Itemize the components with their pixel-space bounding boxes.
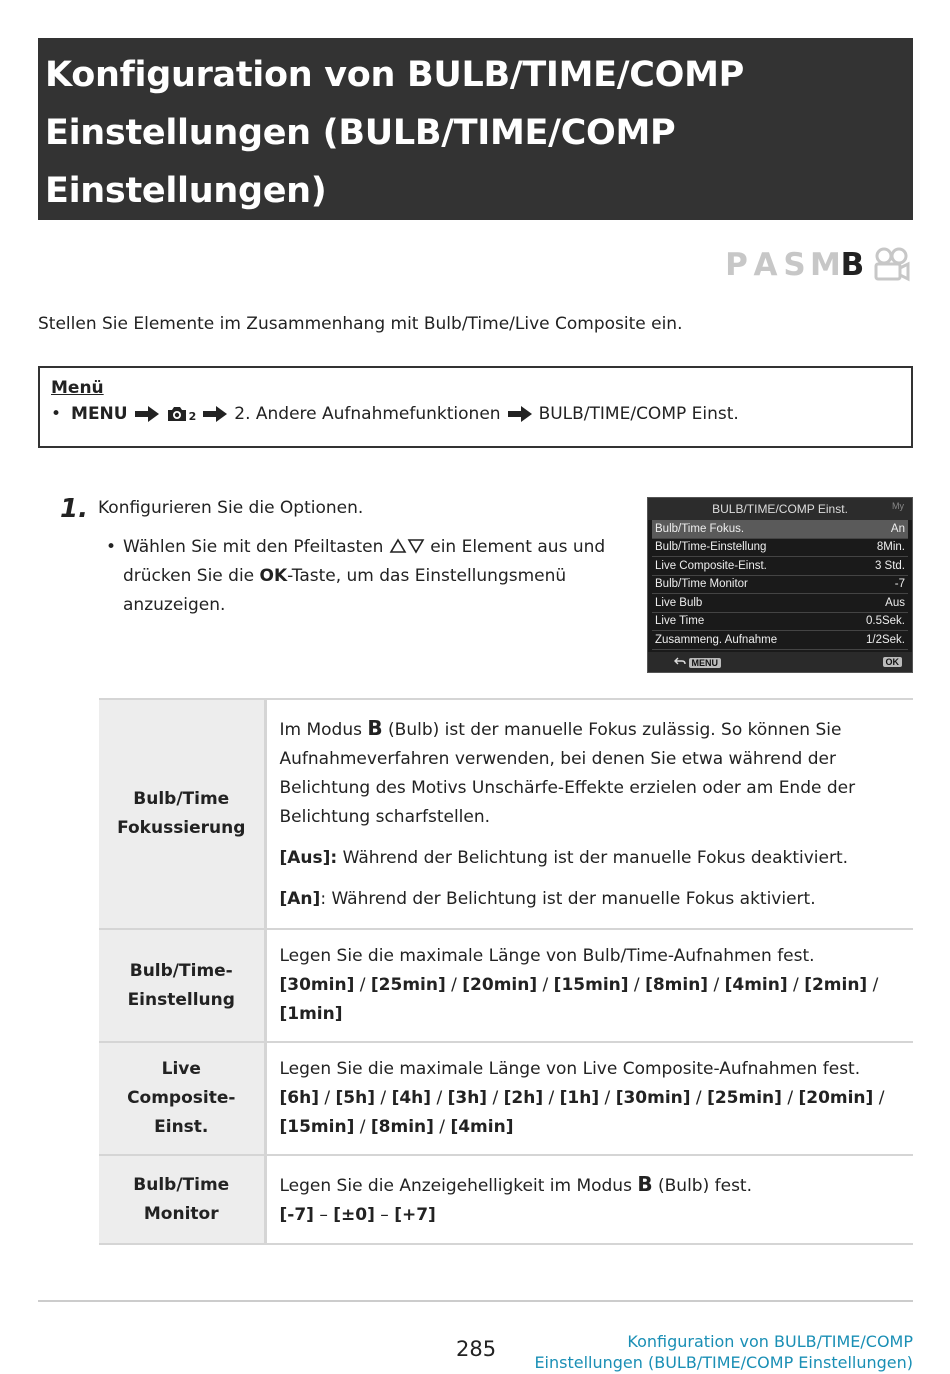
screen-row-value: -7	[894, 578, 905, 591]
screen-row-label: Bulb/Time-Einstellung	[655, 541, 767, 554]
right-arrow-icon	[134, 405, 160, 423]
option-value: [6h]	[279, 1088, 319, 1108]
screen-row[interactable]	[652, 520, 908, 539]
option-text: Während der Belichtung ist der manuelle Fokus deaktiviert.	[342, 848, 849, 868]
menu-key: MENU	[71, 404, 128, 424]
option-text: : Während der Belichtung ist der manuelle Fokus aktiviert.	[320, 889, 816, 909]
option-value: [15min]	[279, 1117, 355, 1137]
option-name	[99, 1042, 265, 1155]
option-name: Bulb/Time Fokussierung	[99, 699, 265, 929]
option-value: [3h]	[447, 1088, 488, 1108]
camera-menu-screen	[647, 497, 913, 673]
screen-title	[648, 498, 912, 520]
option-value: [2h]	[503, 1088, 544, 1108]
ok-key: OK	[259, 566, 288, 586]
title-line-3: Einstellungen)	[45, 171, 327, 211]
option-value: [4min]	[724, 975, 788, 995]
table-row	[99, 699, 913, 929]
option-description	[265, 699, 913, 929]
screen-row-value: 1/2Sek.	[866, 633, 905, 646]
option-value: [15min]	[553, 975, 629, 995]
range-dash: –	[380, 1204, 389, 1225]
menu-target: BULB/TIME/COMP Einst.	[538, 404, 739, 424]
step-number: 1.	[60, 494, 88, 524]
option-text: Legen Sie die Anzeigehelligkeit im Modus	[279, 1175, 632, 1196]
down-arrow-key-icon	[407, 538, 425, 554]
screen-row-label: Live Bulb	[655, 596, 703, 609]
options-table	[99, 698, 913, 1245]
option-description	[265, 1042, 913, 1155]
menu-heading: Menü	[51, 378, 104, 398]
table-row	[99, 929, 913, 1042]
step-bullet-text-a: Wählen Sie mit den Pfeiltasten	[123, 537, 384, 557]
bullet: •	[51, 404, 62, 424]
step-bullet	[106, 533, 616, 620]
option-value: [5h]	[335, 1088, 376, 1108]
intro-text: Stellen Sie Elemente im Zusammenhang mit Bulb/Time/Live Composite ein.	[38, 314, 683, 334]
option-description	[265, 1155, 913, 1244]
footer-title-line-2: Einstellungen (BULB/TIME/COMP Einstellungen)	[534, 1353, 913, 1372]
option-values: [6h] / [5h] / [4h] / [3h] / [2h] / [1h] / [30min] / [25min] / [20min] / [15min] / [8min] / [4min]	[279, 1088, 885, 1137]
screen-footer	[648, 652, 912, 672]
mode-b-symbol: B	[367, 716, 383, 740]
option-name-line: Einstellung	[127, 989, 235, 1010]
menu-path-box	[38, 366, 913, 448]
option-value: [8min]	[370, 1117, 434, 1137]
option-values: [30min] / [25min] / [20min] / [15min] / [8min] / [4min] / [2min] / [1min]	[279, 975, 879, 1024]
option-name-line: Live Composite-	[127, 1059, 236, 1108]
screen-row-label: Live Time	[655, 615, 705, 628]
option-value: [4min]	[450, 1117, 514, 1137]
option-text: Legen Sie die maximale Länge von Live Composite-Aufnahmen fest.	[279, 1059, 861, 1079]
screen-row-label: Zusammeng. Aufnahme	[655, 633, 778, 646]
screen-row[interactable]	[652, 594, 908, 613]
option-value: [25min]	[370, 975, 446, 995]
option-value: [-7]	[279, 1204, 314, 1225]
step-bullet-text-c: -Taste, um das Einstellungsmenü anzuzeigen.	[123, 566, 567, 615]
step-bullet-text-b: ein Element aus und drücken Sie die	[123, 537, 606, 586]
screen-row-label: Live Composite-Einst.	[655, 559, 767, 572]
screen-row-value: 8Min.	[876, 541, 905, 554]
screen-row[interactable]	[652, 576, 908, 595]
option-text: Im Modus	[279, 720, 362, 740]
menu-item: 2. Andere Aufnahmefunktionen	[234, 404, 501, 424]
screen-row-label: Bulb/Time Fokus.	[655, 522, 745, 535]
mode-b: B	[840, 247, 865, 283]
camera-tab	[166, 405, 197, 423]
option-description	[265, 929, 913, 1042]
back-arrow-icon	[674, 657, 686, 666]
option-value: [25min]	[707, 1088, 782, 1108]
mode-b-symbol: B	[637, 1171, 653, 1196]
screen-row[interactable]	[652, 557, 908, 576]
option-value: [2min]	[804, 975, 868, 995]
option-value: [4h]	[391, 1088, 432, 1108]
screen-title-text: BULB/TIME/COMP Einst.	[712, 502, 848, 516]
camera-tab-number: 2	[188, 410, 197, 423]
up-arrow-key-icon	[389, 538, 407, 554]
option-value-label: [An]	[279, 889, 321, 909]
screen-row[interactable]	[652, 613, 908, 632]
footer-divider	[38, 1300, 913, 1302]
menu-key-badge: MENU	[689, 658, 722, 668]
option-value: [20min]	[798, 1088, 874, 1108]
mode-indicator	[723, 247, 910, 283]
ok-key-badge[interactable]: OK	[883, 657, 903, 667]
option-text: (Bulb) ist der manuelle Fokus zulässig. So können Sie Aufnahmeverfahren verwenden, bei denen Sie etwa während der Belichtung des Motivs Unschärfe-Effekte erzielen oder am Ende der Belichtung scharfstellen.	[279, 720, 856, 827]
option-name-line: Bulb/Time-	[129, 960, 233, 981]
mode-p: P	[725, 247, 748, 283]
table-row	[99, 1155, 913, 1244]
screen-back[interactable]	[674, 657, 721, 668]
option-name	[99, 1155, 265, 1244]
option-name-line: Einst.	[154, 1117, 209, 1137]
step-text: Konfigurieren Sie die Optionen.	[98, 498, 364, 518]
option-value: [±0]	[333, 1204, 375, 1225]
option-name-line: Bulb/Time	[133, 1174, 230, 1195]
option-text: (Bulb) fest.	[658, 1175, 752, 1196]
screen-row-label: Bulb/Time Monitor	[655, 578, 748, 591]
mode-m: M	[810, 247, 841, 283]
movie-camera-icon	[872, 247, 910, 283]
menu-path	[51, 404, 911, 424]
table-row	[99, 1042, 913, 1155]
page-number: 285	[456, 1337, 497, 1361]
option-name	[99, 929, 265, 1042]
camera-icon	[166, 405, 188, 423]
option-value: [1h]	[559, 1088, 600, 1108]
option-value: [1min]	[279, 1004, 343, 1024]
option-value: [30min]	[279, 975, 355, 995]
right-arrow-icon	[507, 405, 533, 423]
option-values	[280, 1201, 902, 1230]
option-value: [+7]	[394, 1204, 436, 1225]
screen-my-badge: My	[892, 501, 904, 511]
screen-row-value: Aus	[885, 596, 905, 609]
right-arrow-icon	[202, 405, 228, 423]
option-value: [20min]	[462, 975, 538, 995]
footer-title-line-1: Konfiguration von BULB/TIME/COMP	[627, 1332, 913, 1351]
title-line-2: Einstellungen (BULB/TIME/COMP	[45, 113, 676, 153]
option-value-label: [Aus]:	[279, 848, 338, 868]
screen-row-value: 0.5Sek.	[866, 615, 905, 628]
range-dash: –	[319, 1204, 328, 1225]
option-value: [8min]	[645, 975, 709, 995]
page-title	[45, 46, 913, 220]
footer-section-link[interactable]	[534, 1331, 913, 1373]
option-text: Legen Sie die maximale Länge von Bulb/Time-Aufnahmen fest.	[279, 946, 815, 966]
bullet: •	[106, 537, 117, 557]
mode-s: S	[783, 247, 806, 283]
screen-row[interactable]	[652, 539, 908, 558]
screen-row-value: 3 Std.	[874, 559, 905, 572]
option-value: [30min]	[615, 1088, 691, 1108]
screen-row-value: An	[890, 522, 905, 535]
screen-row[interactable]	[652, 631, 908, 650]
option-name-line: Monitor	[143, 1203, 219, 1224]
page-title-bar	[38, 38, 913, 220]
mode-a: A	[753, 247, 778, 283]
title-line-1: Konfiguration von BULB/TIME/COMP	[45, 55, 744, 95]
